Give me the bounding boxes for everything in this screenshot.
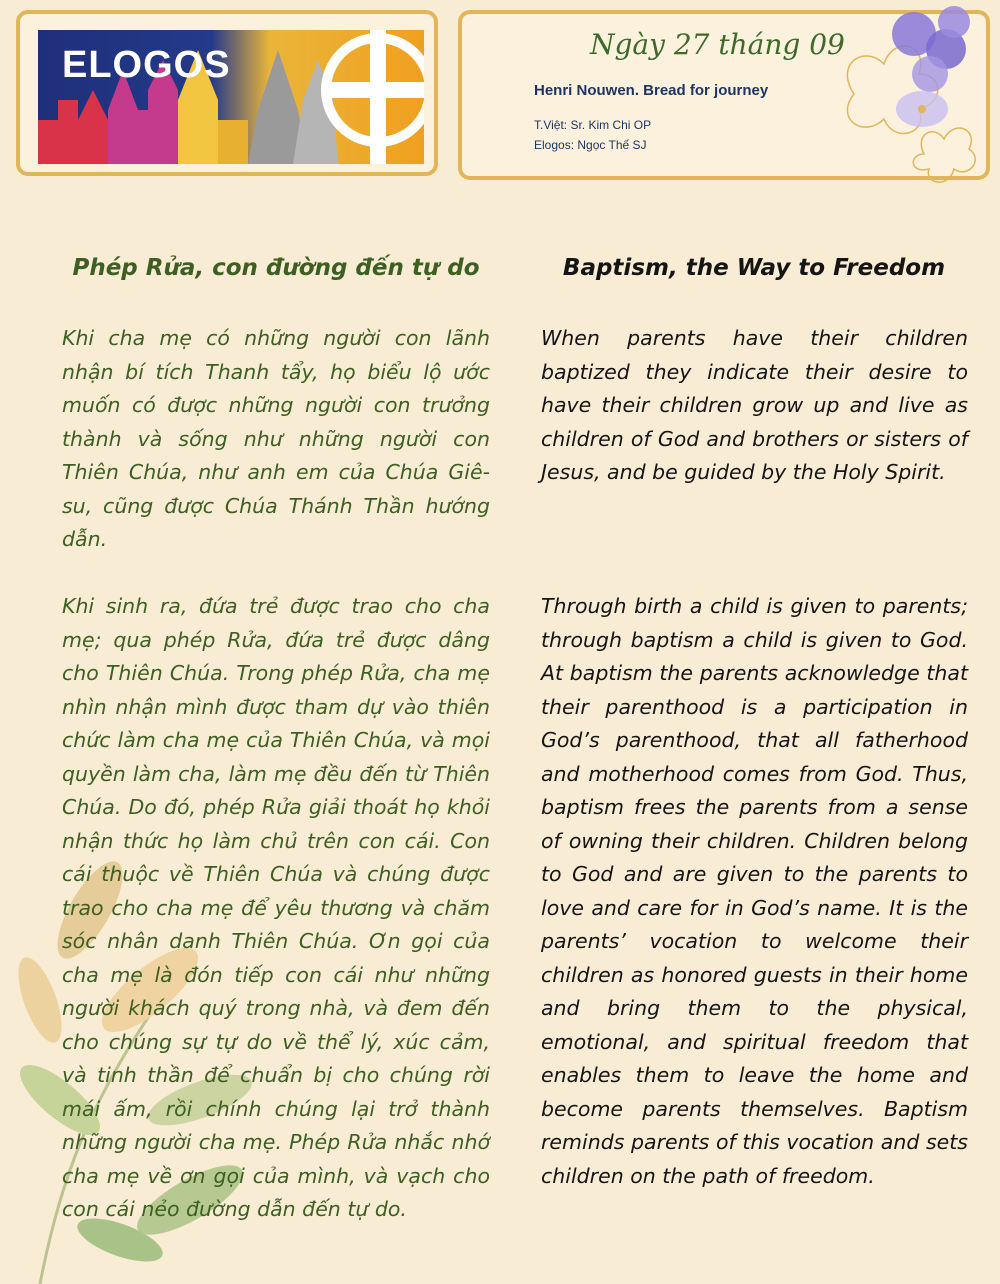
date-heading: Ngày 27 tháng 09: [590, 28, 845, 61]
logo-text: ELOGOS: [62, 44, 231, 86]
source-title: Henri Nouwen. Bread for journey: [534, 82, 769, 99]
header-info-frame: [458, 10, 990, 180]
editor-credit: Elogos: Ngọc Thế SJ: [534, 138, 647, 152]
english-paragraph-1: When parents have their children baptized they indicate their desire to have their children grow up and live as children of God and brothers or sisters of Jesus, and be guided by the Holy Spirit.: [541, 326, 968, 484]
vietnamese-title: Phép Rửa, con đường đến tự do: [72, 255, 480, 281]
english-paragraph-2: Through birth a child is given to parents; through baptism a child is given to God. At baptism the parents acknowledge that their parenthood is a participation in God’s parenthood, that all fatherhood and motherhood comes from God. Thus, baptism frees the parents from a sense of owning their children. Children belong to God and are given to the parents to love and care for in God’s name. It is the parents’ vocation to welcome their children as honored guests in their home and bring them to the physical, emotional, and spiritual freedom that enables them to leave the home and become parents themselves. Baptism reminds parents of this vocation and sets children on the path of freedom.: [541, 594, 968, 1188]
elogos-logo: [38, 30, 424, 164]
vietnamese-paragraph-2: Khi sinh ra, đứa trẻ được trao cho cha mẹ; qua phép Rửa, đứa trẻ được dâng cho Thiên Chúa. Trong phép Rửa, cha mẹ nhìn nhận mình được tham dự vào thiên chức làm cha mẹ của Thiên Chúa, và mọi quyền làm cha, làm mẹ đều đến từ Thiên Chúa. Do đó, phép Rửa giải thoát họ khỏi nhận thức họ làm chủ trên con cái. Con cái thuộc về Thiên Chúa và chúng được trao cho cha mẹ để yêu thương và chăm sóc nhân danh Thiên Chúa. Ơn gọi của cha mẹ là đón tiếp con cái như những người khách quý trong nhà, và đem đến cho chúng sự tự do về thể lý, xúc cảm, và tinh thần để chuẩn bị cho chúng rời mái ấm, rồi chính chúng lại trở thành những người cha mẹ. Phép Rửa nhắc nhớ cha mẹ về ơn gọi của mình, và vạch cho con cái nẻo đường dẫn đến tự do.: [62, 594, 490, 1221]
english-title: Baptism, the Way to Freedom: [562, 255, 946, 281]
flower-decoration: [834, 4, 994, 194]
vietnamese-paragraph-1: Khi cha mẹ có những người con lãnh nhận bí tích Thanh tẩy, họ biểu lộ ước muốn có được những người con trưởng thành và sống như những người con Thiên Chúa, như anh em của Chúa Giê-su, cũng được Chúa Thánh Thần hướng dẫn.: [62, 326, 490, 551]
logo-frame: [16, 10, 438, 176]
translator-credit: T.Việt: Sr. Kim Chi OP: [534, 118, 652, 132]
